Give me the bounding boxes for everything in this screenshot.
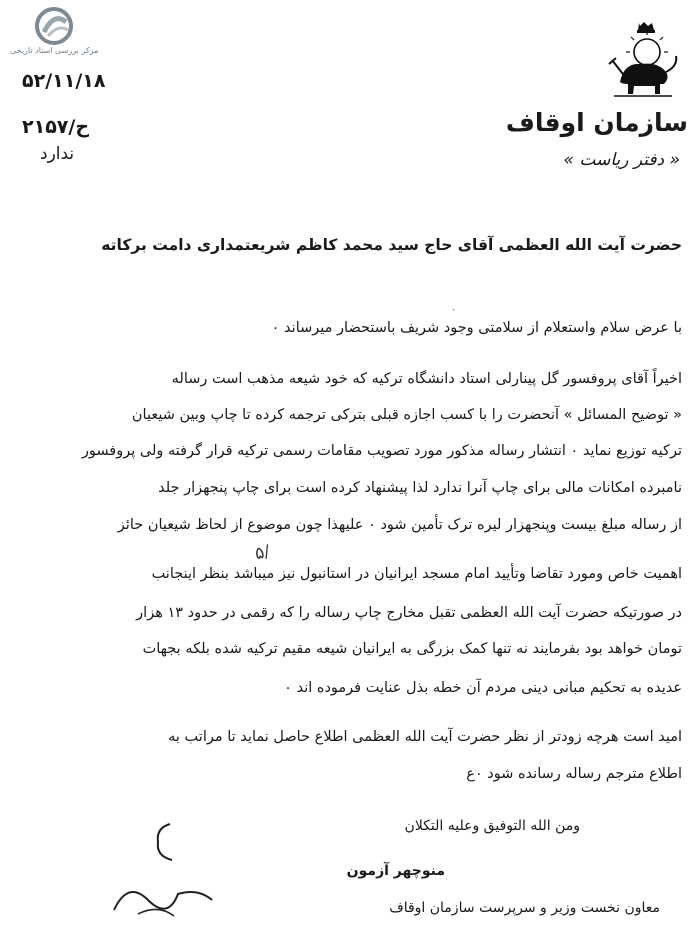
body-line: « توضیح المسائل » آنحضرت را با کسب اجازه قبلی بترکی ترجمه کرده تا چاپ وبین شیعیان	[131, 407, 682, 423]
body-line: از رساله مبلغ بیست وپنجهزار لیره ترک تأمین شود ۰ علیهذا چون موضوع از لحاظ شیعیان حائز	[117, 517, 682, 533]
office-subtitle: « دفتر ریاست »	[563, 150, 680, 170]
handwritten-bracket-icon	[148, 822, 178, 862]
greeting-line: با عرض سلام واستعلام از سلامتی وجود شریف باستحضار میرساند ۰	[271, 320, 682, 336]
closing-phrase: ومن الله التوفیق وعلیه التکلان	[404, 818, 580, 834]
handwritten-annotation: ۵/	[253, 541, 272, 565]
body-line: نامبرده امکانات مالی برای چاپ آنرا ندارد لذا پیشنهاد کرده است برای چاپ پنجهزار جلد	[158, 480, 682, 496]
watermark-text: مرکز بررسی اسناد تاریخی	[10, 46, 99, 55]
attachment-field: ندارد	[40, 144, 75, 164]
letter-number: ۲۱۵۷/ح	[22, 116, 90, 138]
signer-name: منوچهر آزمون	[346, 863, 445, 879]
salutation: حضرت آیت الله العظمی آقای حاج سید محمد کاظم شریعتمداری دامت برکاته	[101, 236, 682, 254]
pen-tick-mark: ˏ	[452, 300, 456, 311]
letter-date: ۵۲/۱۱/۱۸	[22, 70, 106, 92]
archive-logo-icon	[30, 6, 78, 46]
body-line: اهمیت خاص ومورد تقاضا وتأیید امام مسجد ایرانیان در استانبول نیز میباشد بنظر اینجانب	[151, 566, 682, 582]
body-line: در صورتیکه حضرت آیت الله العظمی تقبل مخارج چاپ رساله را که رقمی در حدود ۱۳ هزار	[136, 605, 682, 621]
handwritten-signature-icon	[108, 870, 218, 930]
signer-title: معاون نخست وزیر و سرپرست سازمان اوقاف	[389, 900, 660, 916]
body-line: اطلاع مترجم رساله رسانده شود ۰ع	[466, 766, 682, 782]
organization-name: سازمان اوقاف	[505, 108, 688, 137]
body-line: امید است هرچه زودتر از نظر حضرت آیت الله العظمی اطلاع حاصل نماید تا مراتب به	[168, 729, 682, 745]
body-line: عدیده به تحکیم مبانی دینی مردم آن خطه بذل عنایت فرموده اند ۰	[284, 680, 682, 696]
body-line: تومان خواهد بود بفرمایند نه تنها کمک بزرگی به ایرانیان شیعه مقیم ترکیه شده بلکه بجهات	[142, 641, 682, 657]
body-line: اخیراً آقای پروفسور گل پینارلی استاد دانشگاه ترکیه که خود شیعه مذهب است رساله	[171, 371, 682, 387]
body-line: ترکیه توزیع نماید ۰ انتشار رساله مذکور مورد تصویب مقامات رسمی ترکیه قرار گرفته ولی پروفسور	[81, 443, 682, 459]
lion-and-sun-emblem-icon	[600, 22, 690, 100]
